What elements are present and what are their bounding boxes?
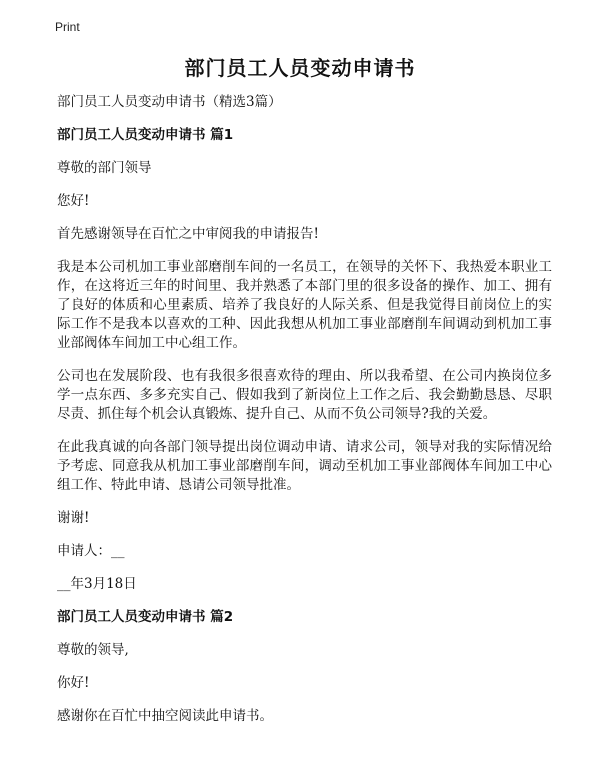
document-title: 部门员工人员变动申请书 (184, 56, 416, 80)
print-label: Print (55, 20, 80, 34)
section-1-salutation: 尊敬的部门领导 (57, 160, 152, 176)
section-1-applicant: 申请人：__ (57, 543, 125, 559)
section-1-paragraph-1: 首先感谢领导在百忙之中审阅我的申请报告! (57, 226, 319, 242)
section-2-heading: 部门员工人员变动申请书 篇2 (57, 609, 234, 625)
section-1-paragraph-3: 公司也在发展阶段、也有我很多很喜欢待的理由、所以我希望、在公司内换岗位多学一点东西、多多充实自己、假如我到了新岗位上工作之后、我会勤勤恳恳、尽职尽责、抓住每个机会认真锻炼、提升自己、从而不负公司领导?我的关爱。 (57, 368, 552, 422)
document-body (57, 93, 552, 740)
section-1-thanks: 谢谢! (57, 510, 90, 526)
section-1-heading: 部门员工人员变动申请书 篇1 (57, 127, 234, 143)
section-1-date: __年3月18日 (57, 576, 137, 592)
section-1-paragraph-4: 在此我真诚的向各部门领导提出岗位调动申请、请求公司，领导对我的实际情况给予考虑、同意我从机加工事业部磨削车间，调动至机加工事业部阀体车间加工中心组工作、特此申请、恳请公司领导批准。 (57, 439, 552, 493)
section-2-salutation: 尊敬的领导, (57, 642, 129, 658)
section-2-greeting: 你好! (57, 675, 90, 691)
document-subtitle: 部门员工人员变动申请书（精选3篇） (57, 94, 282, 110)
section-1-paragraph-2: 我是本公司机加工事业部磨削车间的一名员工，在领导的关怀下、我热爱本职业工作，在这将近三年的时间里、我并熟悉了本部门里的很多设备的操作、加工、拥有了良好的体质和心里素质、培养了我良好的人际关系、但是我觉得目前岗位上的实际工作不是我本以喜欢的工种、因此我想从机加工事业部磨削车间调动到机加工事业部阀体车间加工中心组工作。 (57, 259, 552, 351)
section-1-greeting: 您好! (57, 193, 90, 209)
section-2-paragraph-1: 感谢你在百忙中抽空阅读此申请书。 (57, 708, 273, 724)
